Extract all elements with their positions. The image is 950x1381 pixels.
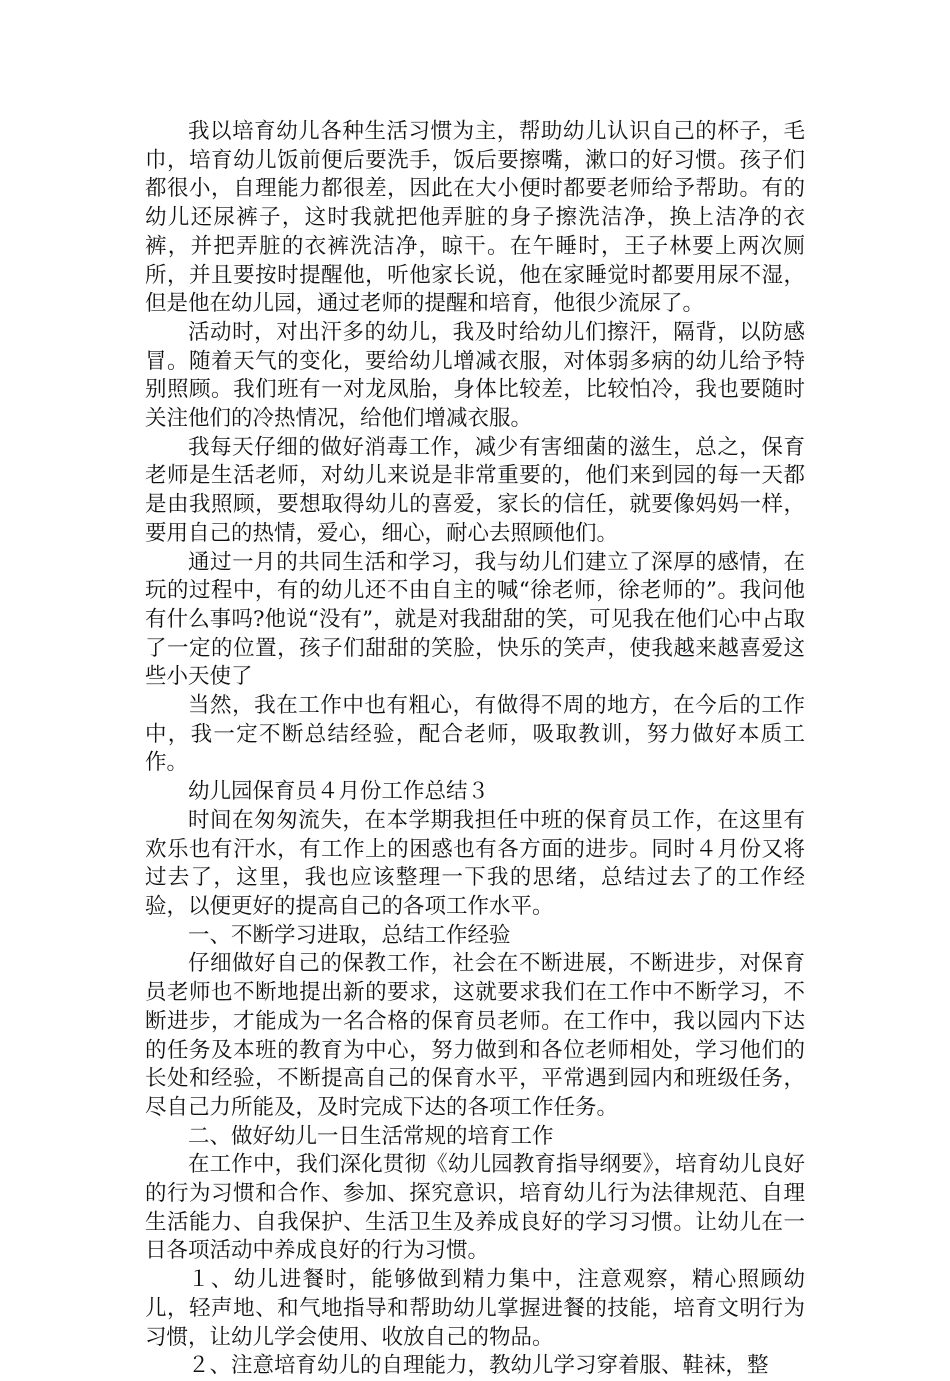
paragraph-introduction: 时间在匆匆流失，在本学期我担任中班的保育员工作，在这里有欢乐也有汗水，有工作上的困惑也有各方面的进步。同时４月份又将过去了，这里，我也应该整理一下我的思绪，总结过去了的工作经验，以便更好的提高自己的各项工作水平。 [145, 807, 805, 919]
paragraph-relationship: 通过一月的共同生活和学习，我与幼儿们建立了深厚的感情，在玩的过程中，有的幼儿还不由自主的喊“徐老师，徐老师的”。我问他有什么事吗?他说“没有”，就是对我甜甜的笑，可见我在他们心中占取了一定的位置，孩子们甜甜的笑脸，快乐的笑声，使我越来越喜爱这些小天使了 [145, 549, 805, 690]
paragraph-self-care: ２、注意培育幼儿的自理能力，教幼儿学习穿着服、鞋袜，整 [188, 1353, 769, 1379]
heading-learning: 一、不断学习进取，总结工作经验 [188, 922, 511, 948]
document-page [145, 118, 805, 1381]
paragraph-disinfection: 我每天仔细的做好消毒工作，减少有害细菌的滋生，总之，保育老师是生活老师，对幼儿来说是非常重要的，他们来到园的每一天都是由我照顾，要想取得幼儿的喜爱，家长的信任，就要像妈妈一样，要用自己的热情，爱心，细心，耐心去照顾他们。 [145, 434, 805, 546]
paragraph-living-habits: 我以培育幼儿各种生活习惯为主，帮助幼儿认识自己的杯子，毛巾，培育幼儿饭前便后要洗手，饭后要擦嘴，漱口的好习惯。孩子们都很小，自理能力都很差，因此在大小便时都要老师给予帮助。有的幼儿还尿裤子，这时我就把他弄脏的身子擦洗洁净，换上洁净的衣裤，并把弄脏的衣裤洗洁净，晾干。在午睡时，王子林要上两次厕所，并且要按时提醒他，听他家长说，他在家睡觉时都要用尿不湿，但是他在幼儿园，通过老师的提醒和培育，他很少流尿了。 [145, 119, 805, 317]
heading-daily-routine: 二、做好幼儿一日生活常规的培育工作 [188, 1123, 554, 1149]
paragraph-reflection: 当然，我在工作中也有粗心，有做得不周的地方，在今后的工作中，我一定不断总结经验，配合老师，吸取教训，努力做好本质工作。 [145, 693, 805, 776]
paragraph-meal-time: １、幼儿进餐时，能够做到精力集中，注意观察，精心照顾幼儿，轻声地、和气地指导和帮助幼儿掌握进餐的技能，培育文明行为习惯，让幼儿学会使用、收放自己的物品。 [145, 1267, 805, 1350]
paragraph-learning: 仔细做好自己的保教工作，社会在不断进展，不断进步，对保育员老师也不断地提出新的要求，这就要求我们在工作中不断学习，不断进步，才能成为一名合格的保育员老师。在工作中，我以园内下达的任务及本班的教育为中心，努力做到和各位老师相处，学习他们的长处和经验，不断提高自己的保育水平，平常遇到园内和班级任务，尽自己力所能及，及时完成下达的各项工作任务。 [145, 951, 805, 1120]
paragraph-daily-routine: 在工作中，我们深化贯彻《幼儿园教育指导纲要》，培育幼儿良好的行为习惯和合作、参加、探究意识，培育幼儿行为法律规范、自理生活能力、自我保护、生活卫生及养成良好的学习习惯。让幼儿在一日各项活动中养成良好的行为习惯。 [145, 1152, 805, 1264]
section-title-summary-3: 幼儿园保育员４月份工作总结３ [188, 779, 490, 805]
paragraph-activity-care: 活动时，对出汗多的幼儿，我及时给幼儿们擦汗，隔背，以防感冒。随着天气的变化，要给幼儿增减衣服，对体弱多病的幼儿给予特别照顾。我们班有一对龙凤胎，身体比较差，比较怕冷，我也要随时关注他们的冷热情况，给他们增减衣服。 [145, 319, 805, 432]
